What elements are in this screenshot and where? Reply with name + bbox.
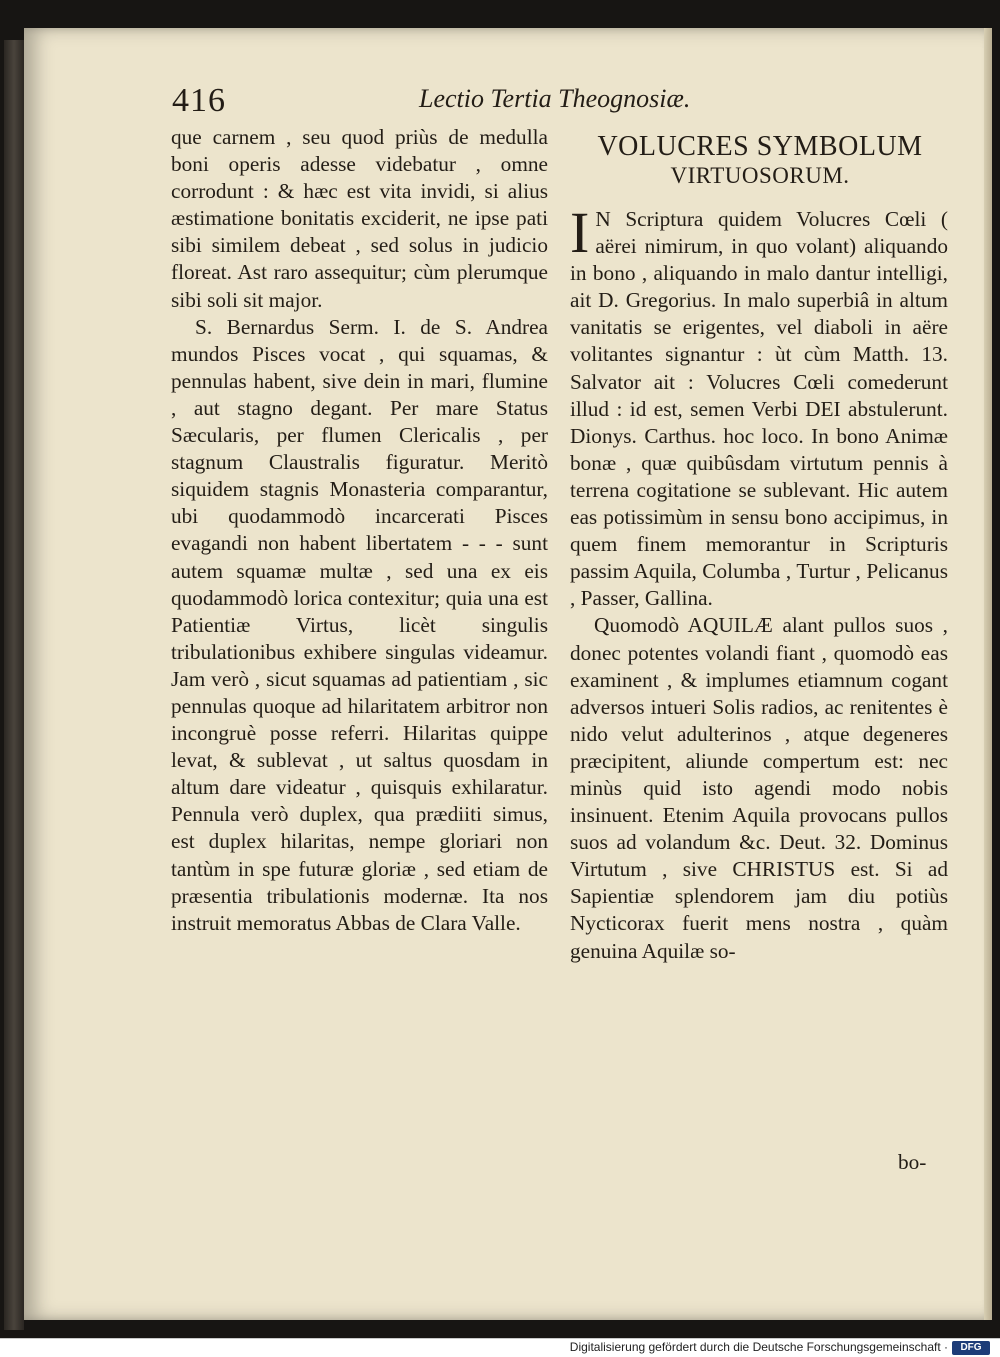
right-paragraph-1-text: N Scriptura quidem Volucres Cœli ( aërei nimirum, in quo volant) aliquando in bono , aliquando in malo dantur intelligi, ait D. Gregorius. In malo superbiâ in altum vanitatis se erigentes, vel diaboli in aëre volitantes signantur : ùt cùm Matth. 13. Salvator ait : Volucres Cœli comederunt illud : id est, semen Verbi DEI abstulerunt. Dionys. Carthus. hoc loco. In bono Animæ bonæ , quæ quibûsdam virtutum pennis à terrena cogitatione se sublevant. Hic autem eas potissimùm in sensu bono accipimus, in quem finem memorantur in Scripturis passim Aquila, Columba , Turtur , Pelicanus , Passer, Gallina. (570, 207, 948, 611)
section-title-line2: VIRTUOSORUM. (670, 163, 850, 188)
dfg-logo-icon: DFG (952, 1341, 990, 1355)
section-title (570, 132, 950, 190)
section-title-line1: VOLUCRES SYMBOLUM (597, 131, 923, 162)
left-paragraph-2: S. Bernardus Serm. I. de S. Andrea mundos Pisces vocat , qui squamas, & pennulas habent, sive dein in mari, flumine , aut stagno degant. Per mare Status Sæcularis, per flumen Clericalis , per stagnum Claustralis figuratur. Meritò siquidem stagnis Monasteria comparantur, ubi quodammodò incarcerati Pisces evagandi non habent libertatem - - - sunt autem squamæ multæ , sed una ex eis quodammodò lorica contexitur; quia una est Patientiæ Virtus, licèt singulis tribulationibus exhibere singulas videamur. Jam verò , sicut squamas ad patientiam , sic pennulas quoque ad hilaritatem arbitror non incongruè posse referri. Hilaritas quippe levat, & sublevat , ut saltus quosdam in altum dare videatur , quisquis exhilaratur. Pennula verò duplex, qua prædiiti simus, est duplex hilaritas, nempe gloriari non tantùm in spe futuræ gloriæ , sed etiam de præsentia tribulationis modernæ. Ita nos instruit memoratus Abbas de Clara Valle. (171, 314, 548, 935)
drop-cap: I (570, 200, 590, 265)
page-number: 416 (172, 82, 226, 119)
funding-notice: Digitalisierung gefördert durch die Deutsche Forschungsgemeinschaft · (569, 1340, 948, 1354)
page-edge (984, 28, 992, 1320)
footer-bar (0, 1338, 1000, 1357)
catchword: bo- (898, 1150, 927, 1174)
right-paragraph-2: Quomodò AQUILÆ alant pullos suos , donec potentes volandi fiant , quomodò eas examinent , & implumes etiamnum cogant adversos intueri Solis radios, ac renitentes è nido velut adulterinos , atque degeneres præcipitent, aliunde compertum est: nec minùs quid isto agendi modo nobis insinuent. Etenim Aquila provocans pullos suos ad volandum &c. Deut. 32. Dominus Virtutum , sive CHRISTUS est. Si ad Sapientiæ splendorem jam diu potiùs Nycticorax fuerit mens nostra , quàm genuina Aquilæ so- (570, 613, 948, 963)
left-paragraph-1: que carnem , seu quod priùs de medulla boni operis adesse videbatur , omne corrodunt : & hæc est vita invidi, si alius æstimatione bonitatis exciderit, ne ipse pati sibi similem debeat , sed solus in judicio floreat. Ast raro assequitur; cùm plerumque sibi soli sit major. (171, 125, 548, 312)
right-column (570, 200, 948, 965)
left-column (171, 124, 548, 937)
right-paragraph-1 (570, 200, 948, 612)
running-head: Lectio Tertia Theognosiæ. (419, 84, 691, 113)
book-page (24, 28, 992, 1320)
book-spine (4, 40, 24, 1330)
